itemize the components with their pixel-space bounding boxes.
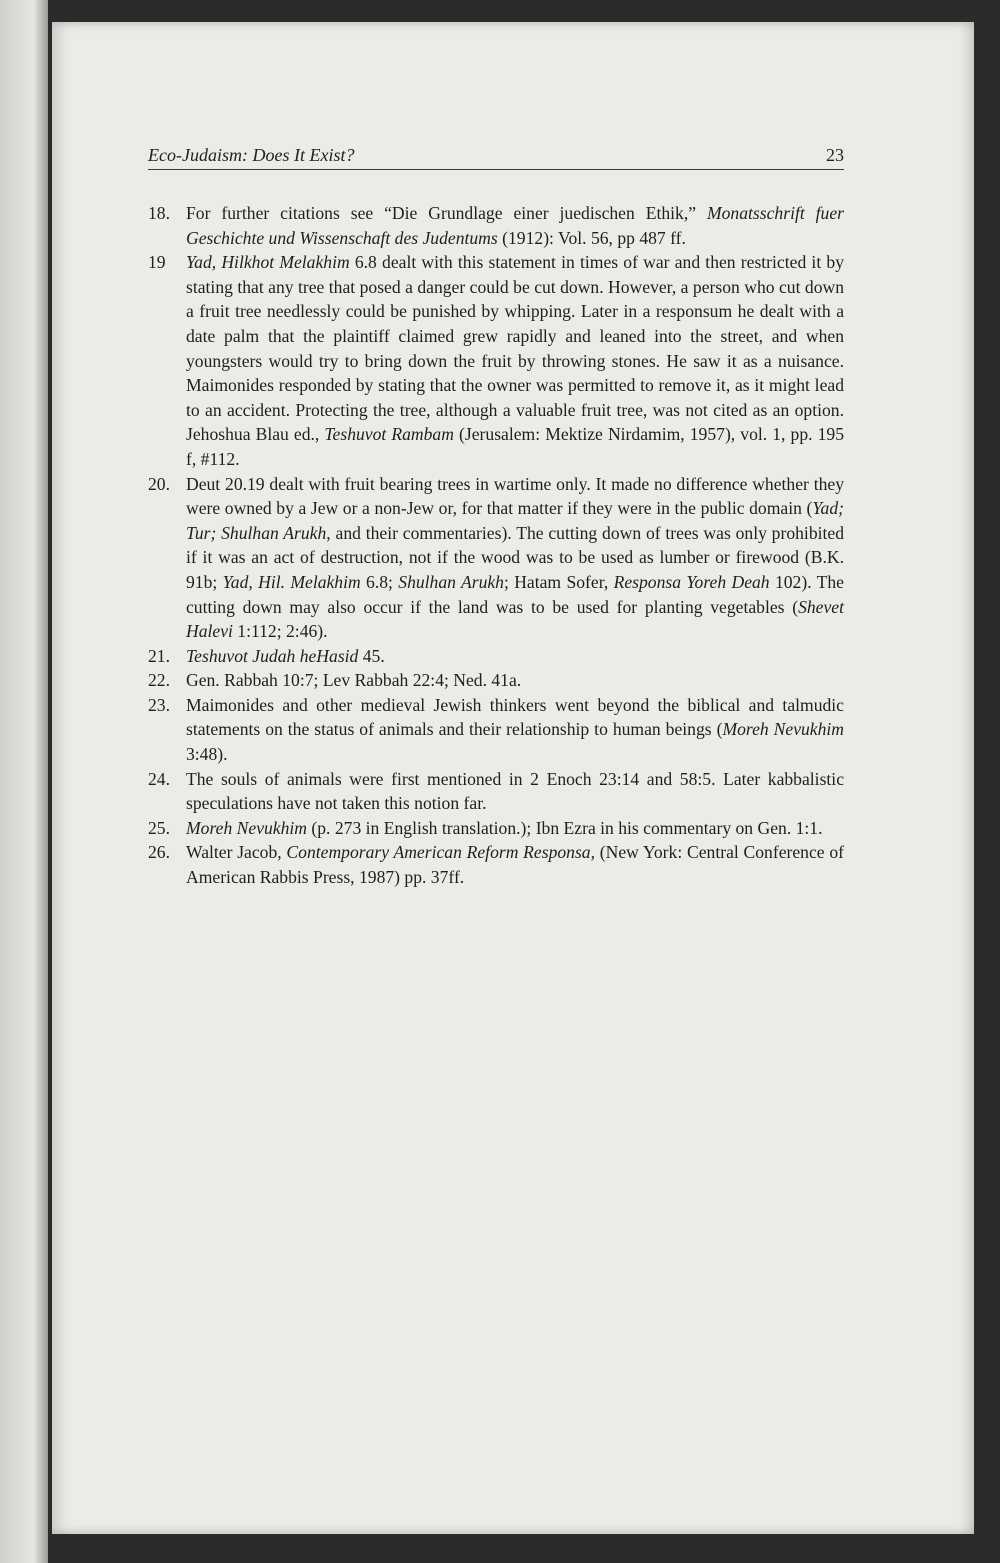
text-segment: 102). The cutting down may also occur if the land was to be used for planting vegetables ( [186, 571, 844, 617]
endnote [148, 250, 844, 471]
endnote-text [186, 250, 844, 471]
text-segment: 1:112; 2:46). [232, 621, 328, 642]
text-segment: ; Hatam Sofer, [503, 571, 614, 592]
endnote [148, 644, 844, 669]
endnote-text [186, 816, 844, 841]
text-segment: 45. [358, 645, 385, 666]
endnote-text [186, 693, 844, 767]
endnote-number: 25. [148, 817, 170, 838]
text-segment: (New York: Central Conference of American Rabbis Press, 1987) pp. 37ff. [186, 842, 844, 888]
text-segment: Walter Jacob, [186, 842, 287, 863]
italic-citation: Yad; Tur; Shulhan Arukh [186, 498, 844, 543]
endnote-text [186, 767, 844, 816]
text-segment: Gen. Rabbah 10:7; Lev Rabbah 22:4; Ned. 41a. [186, 670, 522, 691]
italic-citation: Monatsschrift fuer Geschichte und Wissenschaft des Judentums [186, 203, 845, 248]
italic-citation: Shevet Halevi [186, 596, 844, 642]
endnote-number: 21. [148, 645, 170, 666]
italic-citation: Contemporary American Reform Responsa, [286, 842, 596, 863]
text-segment: (1912): Vol. 56, pp 487 ff. [497, 227, 686, 248]
endnote-text [186, 201, 844, 250]
running-title: Eco-Judaism: Does It Exist? [148, 145, 355, 165]
text-segment: 3:48). [186, 744, 228, 765]
italic-citation: Teshuvot Judah heHasid [186, 645, 359, 666]
italic-citation: Yad, Hilkhot Melakhim [186, 252, 350, 273]
endnote [148, 472, 844, 644]
italic-citation: Yad, Hil. Melakhim [222, 571, 361, 592]
text-segment: (Jerusalem: Mektize Nirdamim, 1957), vol. 1, pp. 195 f, #112. [186, 424, 844, 469]
text-segment: 6.8; [360, 571, 399, 592]
endnotes-list [148, 201, 844, 890]
running-header [148, 143, 844, 170]
page-number: 23 [826, 145, 844, 165]
endnote-text [186, 668, 844, 693]
text-segment: (p. 273 in English translation.); Ibn Ezra in his commentary on Gen. 1:1. [307, 817, 823, 838]
italic-citation: Moreh Nevukhim [186, 817, 307, 838]
endnote-number: 26. [148, 842, 170, 863]
endnote [148, 840, 844, 889]
endnote-number: 22. [148, 670, 170, 691]
text-segment: The souls of animals were first mentioned in 2 Enoch 23:14 and 58:5. Later kabbalistic speculations have not taken this notion far. [186, 768, 844, 814]
endnote [148, 767, 844, 816]
endnote-text [186, 840, 844, 889]
endnote-text [186, 472, 844, 644]
text-segment: 6.8 dealt with this statement in times of war and then restricted it by stating that any tree that posed a danger could be cut down. However, a person who cut down a fruit tree needlessly could be punished by whipping. Later in a responsum he dealt with a date palm that the plaintiff claimed grew rapidly and leaned into the street, and when youngsters would try to bring down the fruit by throwing stones. He saw it as a nuisance. Maimonides responded by stating that the owner was permitted to remove it, as it might lead to an accident. Protecting the tree, although a valuable fruit tree, was not cited as an option. Jehoshua Blau ed., [186, 252, 844, 445]
endnote-number: 20. [148, 473, 170, 494]
text-segment: , and their commentaries). The cutting down of trees was only prohibited if it was an act of destruction, not if the wood was to be used as lumber or firewood (B.K. 91b; [186, 522, 845, 592]
endnote-number: 18. [148, 203, 170, 223]
endnote [148, 201, 844, 250]
endnote [148, 816, 844, 841]
adjacent-page-edge [0, 0, 48, 1563]
italic-citation: Responsa Yoreh Deah [613, 571, 770, 592]
endnote-text [186, 644, 844, 669]
endnote-number: 23. [148, 694, 170, 715]
endnote-number: 19 [148, 252, 166, 273]
endnote [148, 693, 844, 767]
text-segment: Maimonides and other medieval Jewish thinkers went beyond the biblical and talmudic statements on the status of animals and their relationship to human beings ( [186, 694, 844, 740]
endnote [148, 668, 844, 693]
text-segment: For further citations see “Die Grundlage einer juedischen Ethik,” [186, 203, 707, 223]
endnote-number: 24. [148, 768, 170, 789]
italic-citation: Moreh Nevukhim [722, 719, 845, 740]
text-segment: Deut 20.19 dealt with fruit bearing trees in wartime only. It made no difference whether they were owned by a Jew or a non-Jew or, for that matter if they were in the public domain ( [186, 473, 844, 519]
italic-citation: Teshuvot Rambam [324, 424, 454, 445]
italic-citation: Shulhan Arukh [398, 571, 504, 592]
